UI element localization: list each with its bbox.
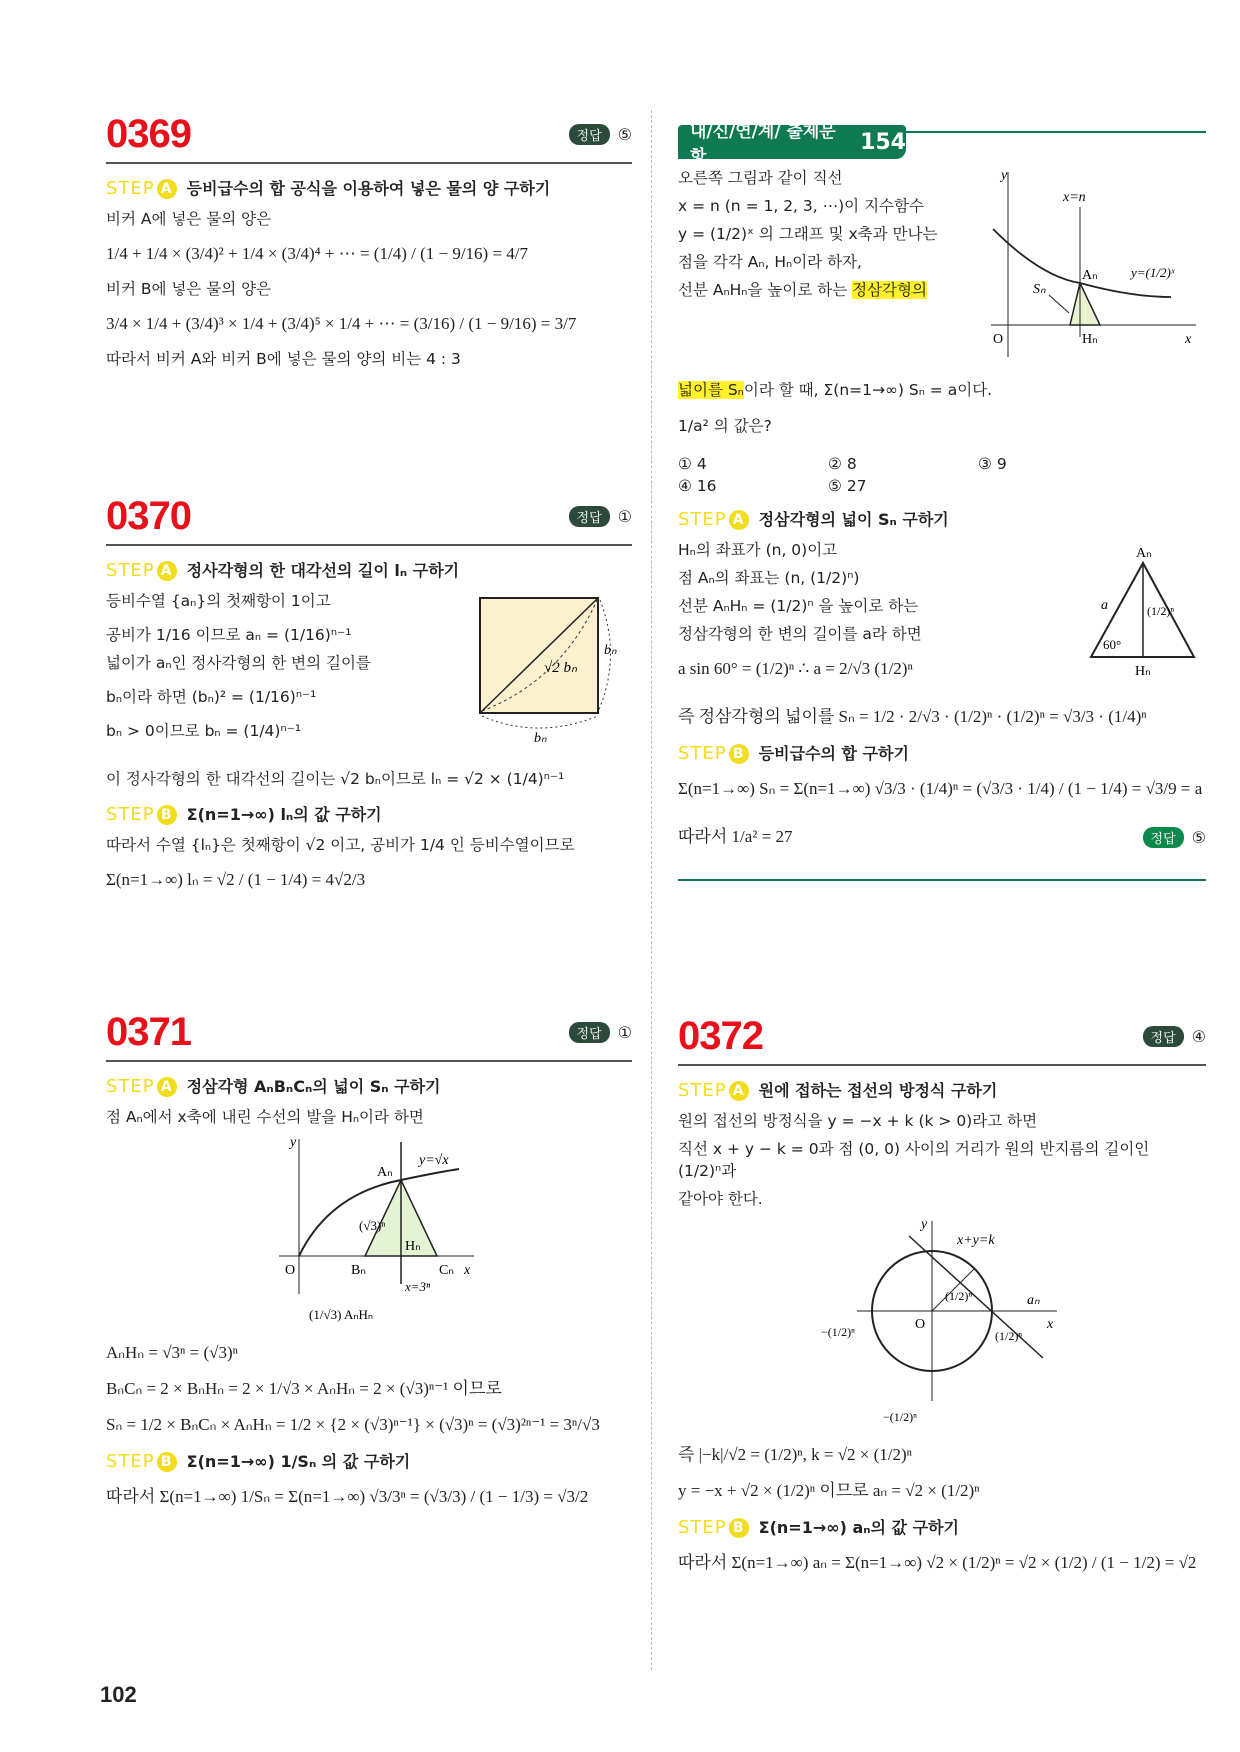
problem-line: 넓이를 Sₙ이라 할 때, Σ(n=1→∞) Sₙ = a이다. (678, 381, 993, 399)
text-line: 따라서 비커 A와 비커 B에 넣은 물의 양의 비는 4 : 3 (106, 350, 461, 368)
triangle-diagram (1081, 539, 1206, 679)
svg-text:x=3ⁿ: x=3ⁿ (405, 1279, 431, 1294)
text-line: 따라서 수열 {lₙ}은 첫째항이 √2 이고, 공비가 1/4 인 등비수열이므로 (106, 836, 575, 854)
equation: 따라서 Σ(n=1→∞) 1/Sₙ = Σ(n=1→∞) √3/3ⁿ = (√3/3) / (1 − 1/3) = √3/2 (106, 1487, 589, 1506)
answer-label: 정답 (569, 1022, 610, 1043)
svg-text:(1/2)ⁿ: (1/2)ⁿ (995, 1329, 1023, 1343)
svg-text:x: x (464, 1263, 471, 1278)
svg-text:−(1/2)ⁿ: −(1/2)ⁿ (883, 1410, 917, 1424)
text-line: 직선 x + y − k = 0과 점 (0, 0) 사이의 거리가 원의 반지름의 길이인 (1/2)ⁿ과 (678, 1140, 1150, 1180)
step-a: STEP A 원에 접하는 접선의 방정식 구하기 (678, 1080, 998, 1101)
equation: 즉 정삼각형의 넓이를 Sₙ = 1/2 · 2/√3 · (1/2)ⁿ · (1/2)ⁿ = √3/3 · (1/4)ⁿ (678, 707, 1147, 726)
text-line: 비커 B에 넣은 물의 양은 (106, 280, 272, 298)
svg-text:O: O (285, 1263, 296, 1278)
answer-badge (569, 506, 632, 527)
step-a: STEP A 정사각형의 한 대각선의 길이 lₙ 구하기 (106, 560, 460, 581)
svg-text:Hₙ: Hₙ (1082, 332, 1098, 347)
linked-problem (678, 122, 1206, 881)
problem-line: x = n (n = 1, 2, 3, ⋯)이 지수함수 (678, 197, 924, 215)
svg-text:x: x (1185, 332, 1192, 347)
text-line: bₙ이라 하면 (bₙ)² = (1/16)ⁿ⁻¹ (106, 688, 317, 706)
svg-text:y=√x: y=√x (419, 1153, 449, 1168)
circle-tangent-diagram (817, 1216, 1067, 1431)
svg-text:(1/2)ⁿ: (1/2)ⁿ (1147, 604, 1175, 618)
text-line: 같아야 한다. (678, 1190, 763, 1208)
answer-value: ⑤ (1191, 827, 1206, 847)
answer-value: ④ (1191, 1026, 1206, 1046)
step-a: STEP A 정삼각형의 넓이 Sₙ 구하기 (678, 509, 949, 530)
svg-text:x+y=k: x+y=k (957, 1233, 995, 1248)
svg-text:x=n: x=n (1063, 190, 1086, 205)
step-title: 정삼각형 AₙBₙCₙ의 넓이 Sₙ 구하기 (186, 1077, 441, 1096)
solution-0372 (678, 1014, 1206, 1587)
svg-text:y: y (290, 1135, 297, 1150)
solution-0369 (106, 112, 632, 376)
problem-line: 선분 AₙHₙ을 높이로 하는 정삼각형의 (678, 281, 927, 299)
svg-text:(1/2)ⁿ: (1/2)ⁿ (945, 1289, 973, 1303)
answer-badge (1143, 827, 1206, 848)
svg-text:O: O (993, 332, 1004, 347)
text-line: 원의 접선의 방정식을 y = −x + k (k > 0)라고 하면 (678, 1112, 1038, 1130)
step-title: 정사각형의 한 대각선의 길이 lₙ 구하기 (186, 561, 460, 580)
step-title: 정삼각형의 넓이 Sₙ 구하기 (758, 510, 949, 529)
answer-value: ⑤ (617, 124, 632, 144)
problem-number: 0369 (106, 112, 191, 156)
text-line: 공비가 1/16 이므로 aₙ = (1/16)ⁿ⁻¹ (106, 626, 352, 644)
step-title: 원에 접하는 접선의 방정식 구하기 (758, 1081, 998, 1100)
question: 1/a² 의 값은? (678, 417, 772, 435)
answer-label: 정답 (1143, 1026, 1184, 1047)
svg-text:y: y (1001, 168, 1008, 183)
step-b: STEP B Σ(n=1→∞) aₙ의 값 구하기 (678, 1517, 959, 1538)
problem-number: 0371 (106, 1010, 191, 1054)
svg-text:(1/√3) AₙHₙ: (1/√3) AₙHₙ (309, 1307, 374, 1322)
answer-label: 정답 (1143, 827, 1184, 848)
text-line: bₙ > 0이므로 bₙ = (1/4)ⁿ⁻¹ (106, 722, 302, 740)
svg-text:Aₙ: Aₙ (1136, 546, 1152, 561)
svg-text:Cₙ: Cₙ (439, 1263, 454, 1278)
linked-banner: 내/신/연/계/ 출제문항 154 (678, 125, 906, 159)
answer-badge (569, 1022, 632, 1043)
solution-0370 (106, 494, 632, 904)
answer-value: ① (617, 1022, 632, 1042)
side-label: bₙ (604, 643, 617, 658)
text-line: 이 정사각형의 한 대각선의 길이는 √2 bₙ이므로 lₙ = √2 × (1/4)ⁿ⁻¹ (106, 770, 565, 788)
svg-text:y=(1/2)ˣ: y=(1/2)ˣ (1131, 265, 1175, 280)
svg-text:aₙ: aₙ (1027, 1293, 1040, 1308)
problem-line: y = (1/2)ˣ 의 그래프 및 x축과 만나는 (678, 225, 938, 243)
svg-text:a: a (1101, 598, 1108, 613)
equation: a sin 60° = (1/2)ⁿ ∴ a = 2/√3 (1/2)ⁿ (678, 659, 913, 678)
equation: 따라서 Σ(n=1→∞) aₙ = Σ(n=1→∞) √2 × (1/2)ⁿ = √2 × (1/2) / (1 − 1/2) = √2 (678, 1553, 1197, 1572)
step-a: STEP A 정삼각형 AₙBₙCₙ의 넓이 Sₙ 구하기 (106, 1076, 441, 1097)
svg-text:Hₙ: Hₙ (405, 1239, 421, 1254)
svg-text:Sₙ: Sₙ (1033, 282, 1046, 297)
equation: BₙCₙ = 2 × BₙHₙ = 2 × 1/√3 × AₙHₙ = 2 × (√3)ⁿ⁻¹ 이므로 (106, 1379, 502, 1398)
answer-badge (1143, 1026, 1206, 1047)
svg-text:x: x (1047, 1317, 1054, 1332)
text-line: 선분 AₙHₙ = (1/2)ⁿ 을 높이로 하는 (678, 597, 919, 615)
equation: Σ(n=1→∞) Sₙ = Σ(n=1→∞) √3/3 · (1/4)ⁿ = (√3/3 · 1/4) / (1 − 1/4) = √3/9 = a (678, 779, 1203, 798)
choice-4[interactable]: ④ 16 (678, 477, 717, 495)
equation: AₙHₙ = √3ⁿ = (√3)ⁿ (106, 1343, 238, 1362)
page-number: 102 (100, 1682, 137, 1707)
svg-text:Aₙ: Aₙ (377, 1165, 393, 1180)
text-line: 점 Aₙ의 좌표는 (n, (1/2)ⁿ) (678, 569, 860, 587)
svg-text:y: y (921, 1217, 928, 1232)
choice-5[interactable]: ⑤ 27 (828, 477, 867, 495)
equation: 1/4 + 1/4 × (3/4)² + 1/4 × (3/4)⁴ + ⋯ = (1/4) / (1 − 9/16) = 4/7 (106, 244, 529, 263)
answer-label: 정답 (569, 124, 610, 145)
equation: 따라서 1/a² = 27 (678, 827, 793, 846)
text-line: Hₙ의 좌표가 (n, 0)이고 (678, 541, 838, 559)
column-divider (651, 110, 652, 1670)
step-title: 등비급수의 합 공식을 이용하여 넣은 물의 양 구하기 (186, 179, 551, 198)
choice-2[interactable]: ② 8 (828, 455, 857, 473)
choices (678, 455, 1206, 495)
svg-text:Bₙ: Bₙ (351, 1263, 366, 1278)
text-line: 등비수열 {aₙ}의 첫째항이 1이고 (106, 592, 331, 610)
problem-line: 오른쪽 그림과 같이 직선 (678, 169, 843, 187)
text-line: 넓이가 aₙ인 정사각형의 한 변의 길이를 (106, 654, 371, 672)
exponential-graph-diagram (981, 167, 1206, 367)
diagonal-label: √2 bₙ (544, 660, 577, 676)
bottom-label: bₙ (534, 731, 547, 746)
answer-label: 정답 (569, 506, 610, 527)
step-title: Σ(n=1→∞) lₙ의 값 구하기 (186, 805, 382, 824)
problem-number: 0372 (678, 1014, 763, 1058)
sqrt-graph-diagram (259, 1134, 479, 1329)
svg-text:Hₙ: Hₙ (1135, 664, 1151, 679)
text-line: 비커 A에 넣은 물의 양은 (106, 210, 272, 228)
equation: Sₙ = 1/2 × BₙCₙ × AₙHₙ = 1/2 × {2 × (√3)ⁿ⁻¹} × (√3)ⁿ = (√3)²ⁿ⁻¹ = 3ⁿ/√3 (106, 1415, 600, 1434)
step-b: STEP B Σ(n=1→∞) lₙ의 값 구하기 (106, 804, 382, 825)
choice-1[interactable]: ① 4 (678, 455, 707, 473)
step-title: Σ(n=1→∞) aₙ의 값 구하기 (758, 1518, 959, 1537)
equation: 즉 |−k|/√2 = (1/2)ⁿ, k = √2 × (1/2)ⁿ (678, 1445, 913, 1464)
problem-line: 점을 각각 Aₙ, Hₙ이라 하자, (678, 253, 862, 271)
step-a: STEP A 등비급수의 합 공식을 이용하여 넣은 물의 양 구하기 (106, 178, 551, 199)
problem-number: 0370 (106, 494, 191, 538)
svg-text:−(1/2)ⁿ: −(1/2)ⁿ (821, 1325, 855, 1339)
step-b: STEP B Σ(n=1→∞) 1/Sₙ 의 값 구하기 (106, 1451, 411, 1472)
choice-3[interactable]: ③ 9 (978, 455, 1007, 473)
equation: Σ(n=1→∞) lₙ = √2 / (1 − 1/4) = 4√2/3 (106, 870, 366, 889)
square-diagram (472, 590, 632, 750)
solution-0371 (106, 1010, 632, 1521)
svg-text:60°: 60° (1103, 637, 1122, 652)
svg-text:(√3)ⁿ: (√3)ⁿ (359, 1218, 386, 1233)
answer-value: ① (617, 506, 632, 526)
svg-text:O: O (915, 1317, 926, 1332)
text-line: 정삼각형의 한 변의 길이를 a라 하면 (678, 625, 922, 643)
step-b: STEP B 등비급수의 합 구하기 (678, 743, 909, 764)
answer-badge (569, 124, 632, 145)
text-line: 점 Aₙ에서 x축에 내린 수선의 발을 Hₙ이라 하면 (106, 1108, 424, 1126)
svg-text:Aₙ: Aₙ (1082, 268, 1098, 283)
step-title: 등비급수의 합 구하기 (758, 744, 909, 763)
equation: 3/4 × 1/4 + (3/4)³ × 1/4 + (3/4)⁵ × 1/4 + ⋯ = (3/16) / (1 − 9/16) = 3/7 (106, 314, 577, 333)
equation: y = −x + √2 × (1/2)ⁿ 이므로 aₙ = √2 × (1/2)ⁿ (678, 1481, 980, 1500)
step-title: Σ(n=1→∞) 1/Sₙ 의 값 구하기 (186, 1452, 411, 1471)
